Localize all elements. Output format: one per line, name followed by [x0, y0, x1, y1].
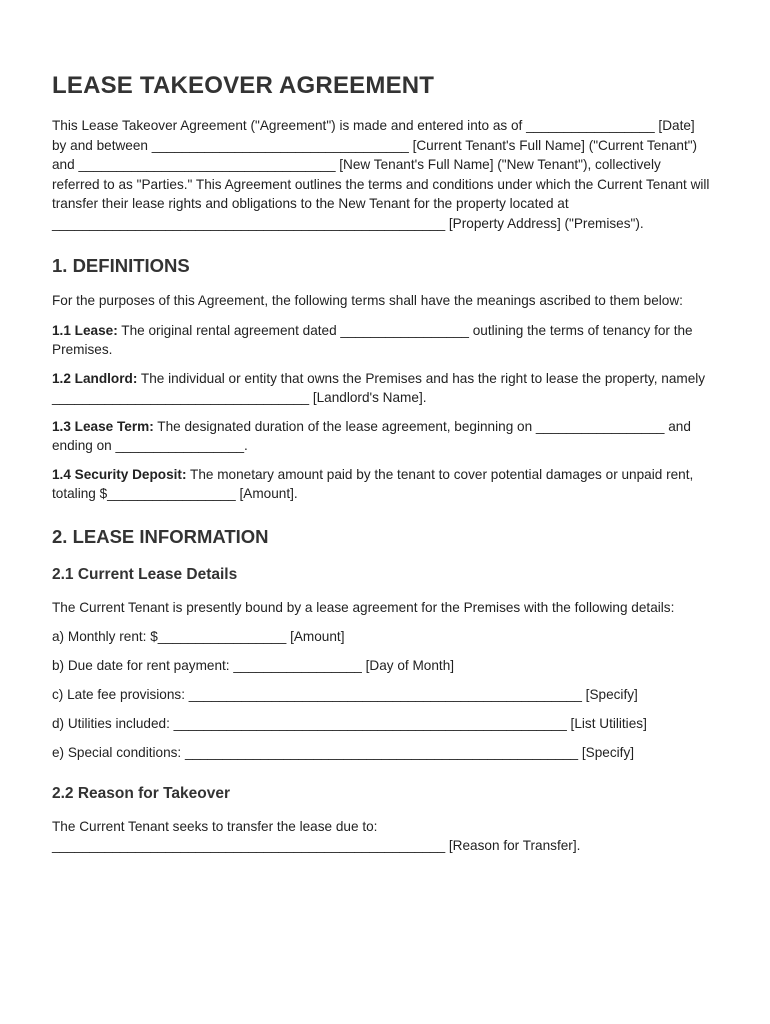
definition-term: 1.3 Lease Term:: [52, 418, 154, 434]
definition-text: The monetary amount paid by the tenant to cover potential damages or unpaid rent, totaling $_________________ [Amount].: [52, 466, 694, 501]
definitions-section: [52, 255, 712, 504]
detail-utilities: d) Utilities included: ____________________________________________________ [List Utilities]: [52, 716, 647, 731]
document-title: LEASE TAKEOVER AGREEMENT: [52, 72, 435, 99]
detail-special-conditions: e) Special conditions: ____________________________________________________ [Specify]: [52, 745, 635, 760]
definition-text: The individual or entity that owns the Premises and has the right to lease the property, namely __________________________________ [Landlord's Name].: [52, 370, 706, 405]
current-lease-details-lead: The Current Tenant is presently bound by a lease agreement for the Premises with the following details:: [52, 599, 675, 615]
definition-text: The original rental agreement dated _________________ outlining the terms of tenancy for the Premises.: [52, 322, 693, 357]
detail-due-date: b) Due date for rent payment: _________________ [Day of Month]: [52, 658, 455, 673]
detail-monthly-rent: a) Monthly rent: $_________________ [Amount]: [52, 629, 345, 644]
current-lease-details-heading: 2.1 Current Lease Details: [52, 565, 238, 583]
definition-lease-term: [52, 417, 712, 456]
definition-security-deposit: [52, 465, 712, 504]
detail-late-fee: c) Late fee provisions: ____________________________________________________ [Specify]: [52, 687, 638, 702]
definition-term: 1.1 Lease:: [52, 322, 118, 338]
definition-landlord: [52, 369, 712, 408]
intro-paragraph: This Lease Takeover Agreement ("Agreement") is made and entered into as of _________________ [Date] by and between __________________________________ [Current Tenant's Full Name] ("Current Tenant") and __________________________________ [New Tenant's Full Name] ("New Tenant"), collectively referred to as "Parties." This Agreement outlines the terms and conditions under which the Current Tenant will transfer their lease rights and obligations to the New Tenant for the property located at ____________________________________________________ [Property Address] ("Premises").: [52, 118, 710, 231]
reason-for-takeover-text: The Current Tenant seeks to transfer the lease due to: ____________________________________________________ [Reason for Transfer].: [52, 818, 581, 853]
reason-for-takeover-heading: 2.2 Reason for Takeover: [52, 784, 231, 802]
definitions-heading: 1. DEFINITIONS: [52, 255, 190, 276]
lease-information-section: [52, 526, 712, 856]
definitions-lead: For the purposes of this Agreement, the following terms shall have the meanings ascribed to them below:: [52, 293, 683, 308]
lease-information-heading: 2. LEASE INFORMATION: [52, 525, 269, 547]
definition-text: The designated duration of the lease agreement, beginning on _________________ and ending on _________________.: [52, 418, 691, 453]
definition-lease: [52, 321, 712, 360]
definition-term: 1.4 Security Deposit:: [52, 466, 187, 482]
definition-term: 1.2 Landlord:: [52, 370, 138, 386]
